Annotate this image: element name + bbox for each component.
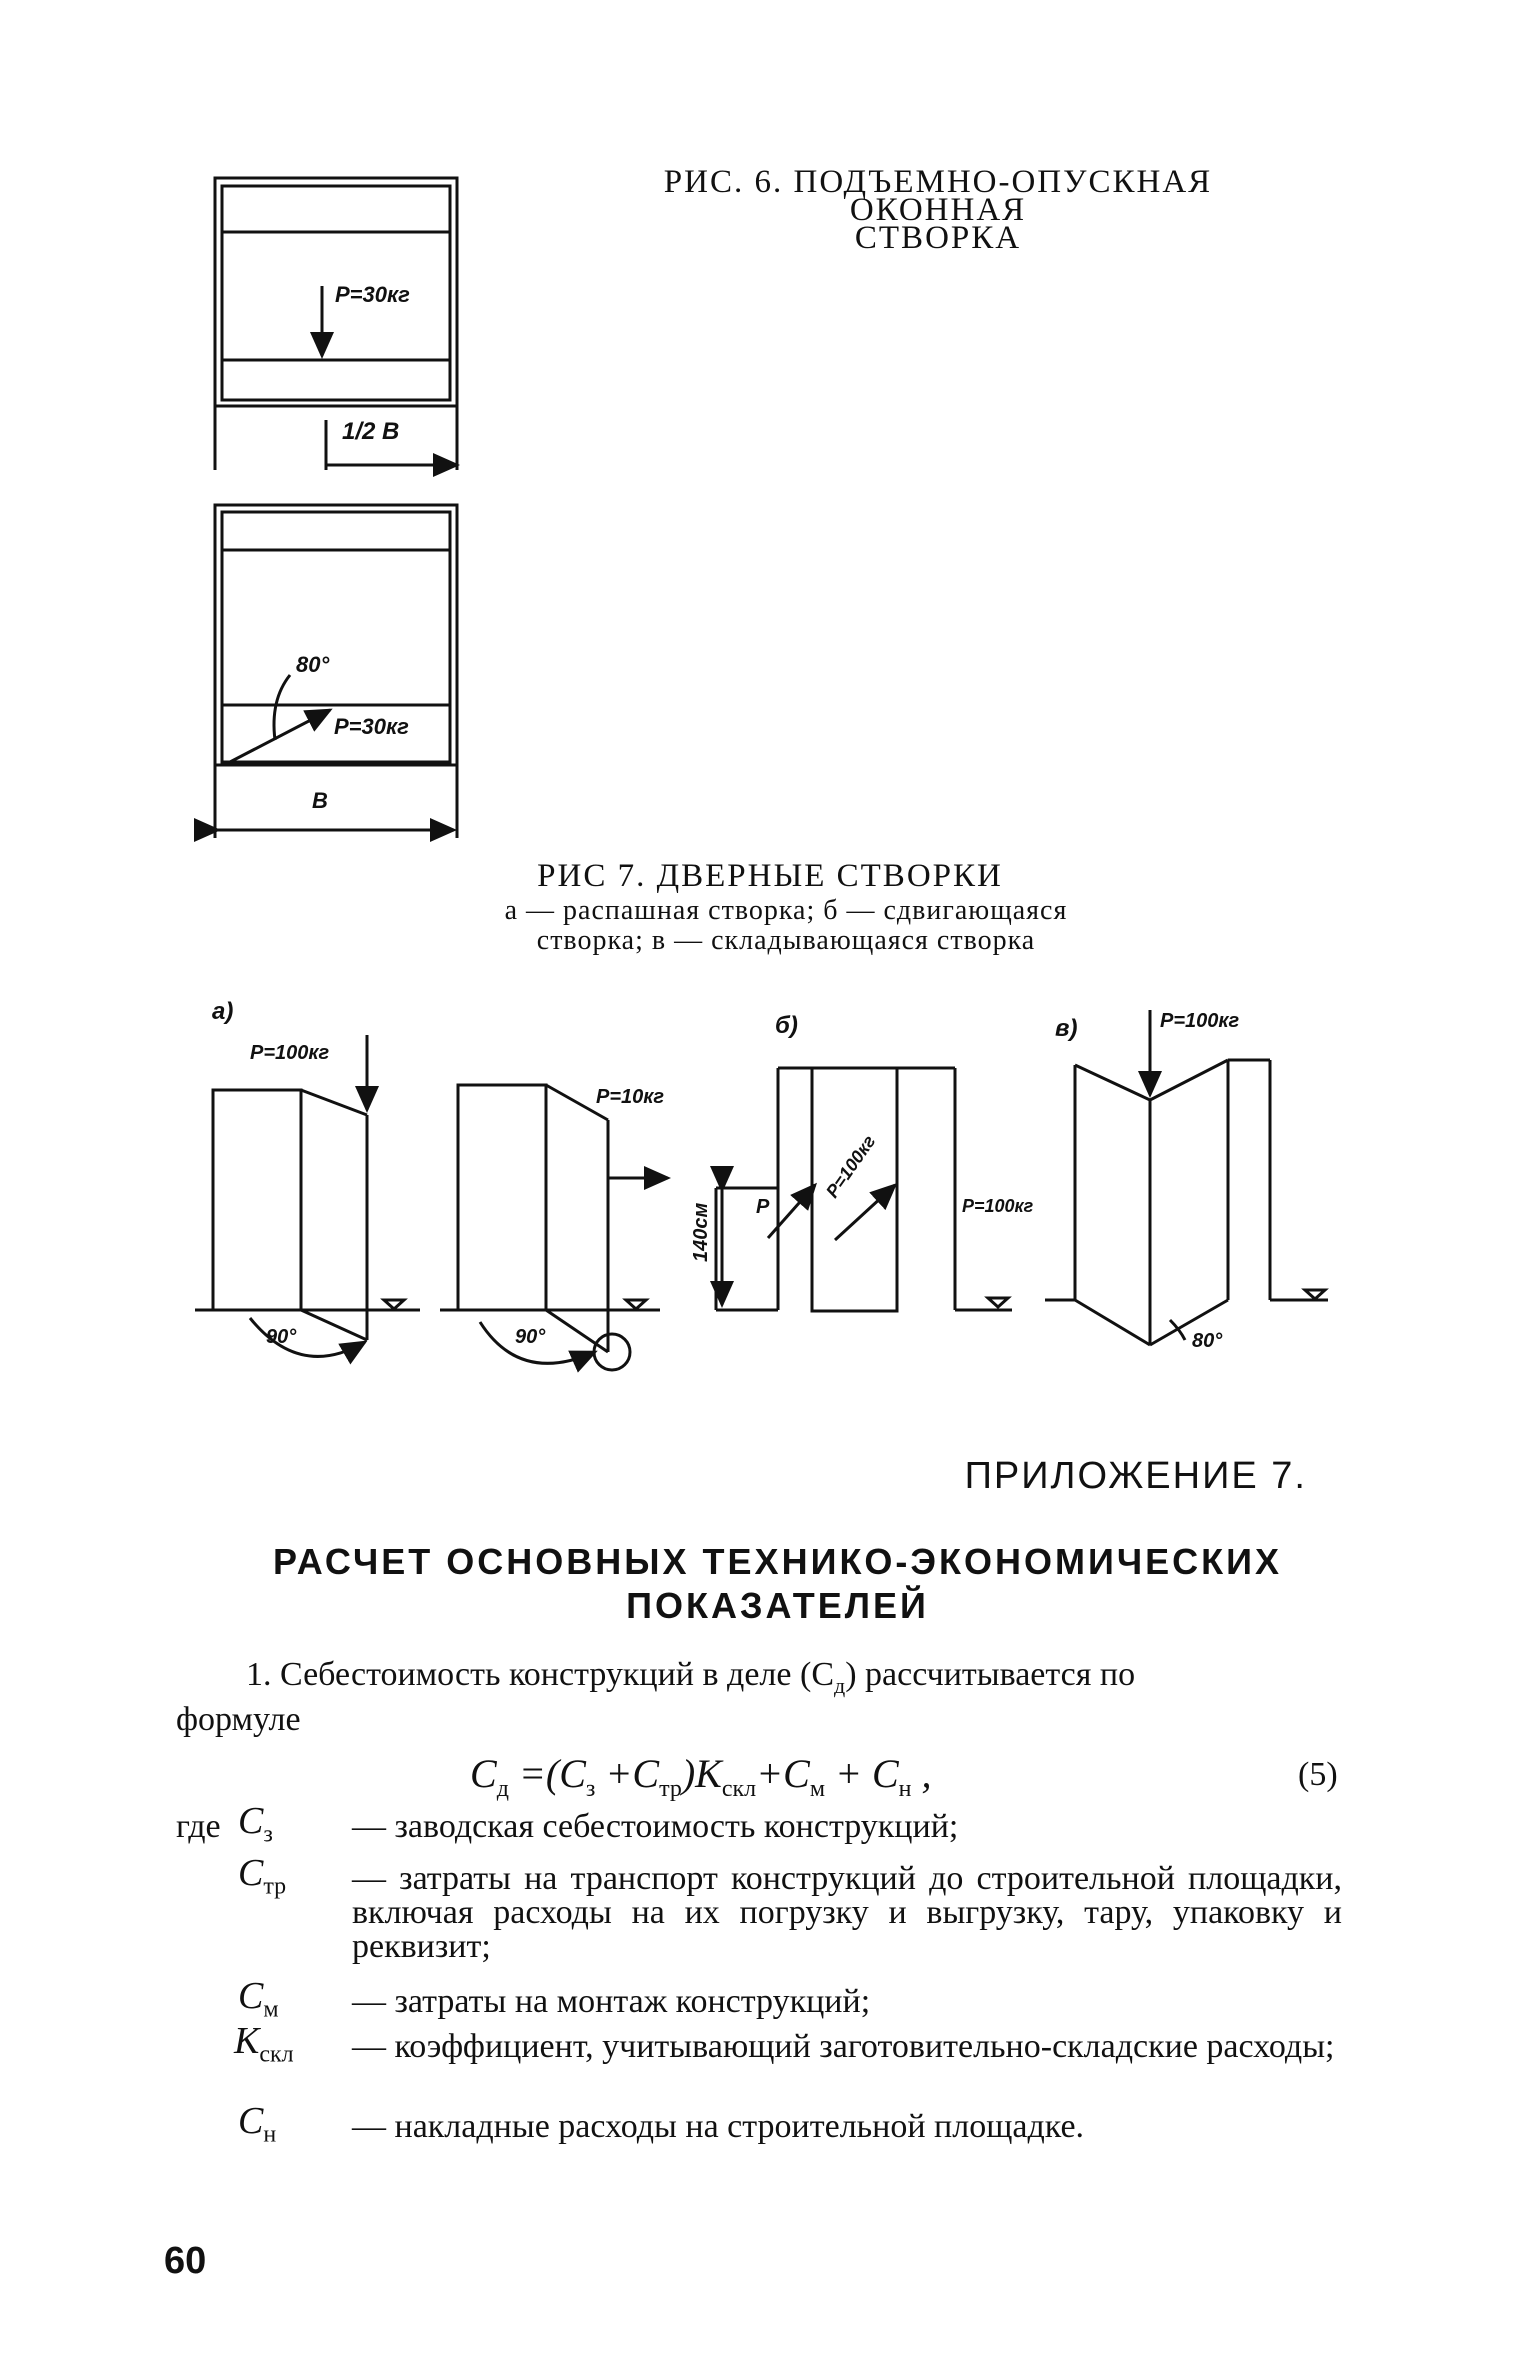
fig7a-load1: P=100кг [250,1042,330,1064]
ground-mark-icon [1305,1290,1325,1299]
fig7b-load-mid: P=100кг [822,1131,880,1202]
fig7-desc-line2: створка; в — складывающаяся створка [536,925,1036,956]
para1-start: 1. Себестоимость конструкций в деле (С [246,1656,834,1693]
formula-lhs-sub: д [496,1776,509,1802]
formula-k: )K [681,1751,722,1796]
ground-mark-icon [988,1298,1008,1307]
para1-sub: д [834,1672,846,1698]
fig7b-load-right: P=100кг [962,1196,1034,1216]
page-number: 60 [164,2240,207,2282]
para1-end: ) рассчитывается по [845,1656,1136,1693]
fig7-caption-title: РИС 7. ДВЕРНЫЕ СТВОРКИ [537,858,1003,894]
fig6-dim-label: 1/2 B [342,418,400,445]
def-text: — накладные расходы на строительной площадке. [352,2108,1085,2145]
fig7a-label: а) [212,998,234,1025]
ground-mark-icon [384,1300,404,1309]
section-title-line2: ПОКАЗАТЕЛЕЙ [626,1585,929,1626]
formula-end: , [911,1751,932,1796]
ground-mark-icon [626,1300,646,1309]
def-sym: C [238,2100,264,2142]
swing-dim-label: B [312,788,328,813]
fig7-caption-desc [376,896,1196,956]
formula-s3-sub: м [809,1776,825,1802]
fig6-window-drawing [215,178,457,470]
def-text: — заводская себестоимость конструкций; [352,1808,959,1845]
formula-s1-sub: з [585,1776,596,1802]
fig7v-load: P=100кг [1160,1010,1240,1032]
fig7b-drawing [716,1068,1012,1311]
swing-angle-label: 80° [296,652,330,677]
formula-plus3: + C [825,1751,899,1796]
formula-s2-sub: тр [659,1776,682,1802]
def-text: — затраты на транспорт конструкций до строительной площадки, включая расходы на их погрузку и выгрузку, тару, упаковку и реквизит; [352,1860,1342,1965]
fig7v-angle: 80° [1192,1330,1223,1352]
definition-row [0,1852,1535,1982]
swing-load-label: P=30кг [334,714,409,739]
definition-row [0,2100,1535,2150]
def-sym: K [234,2020,260,2062]
fig7b-height: 140см [690,1202,712,1262]
def-sub: н [263,2121,277,2148]
def-sym: C [238,1975,264,2017]
formula-number: (5) [1298,1756,1338,1793]
where-label: где [176,1808,221,1845]
def-sym: C [238,1852,264,1894]
formula-plus1: +C [595,1751,660,1796]
formula-5 [470,1750,932,1803]
fig7a-angle2: 90° [515,1326,546,1348]
para1-line2: формуле [176,1700,301,1738]
def-text: — коэффициент, учитывающий заготовительно-складские расходы; [352,2028,1335,2065]
fig7a-right-drawing [440,1085,668,1370]
fig7a-left-drawing [195,1035,420,1356]
definition-row [0,2020,1535,2110]
def-sub: м [263,1996,279,2023]
fig6-load-label: P=30кг [335,282,410,307]
definition-row [0,1800,1535,1850]
fig7v-drawing [1045,1010,1328,1345]
fig7a-load2: P=10кг [596,1086,665,1108]
section-title [240,1540,1315,1628]
formula-lhs: C [470,1751,497,1796]
fig6-caption [578,164,1298,256]
def-sub: тр [263,1873,287,1900]
fig6-caption-line2: СТВОРКА [854,220,1022,256]
paragraph-1 [176,1658,1341,1737]
formula-eq: =(C [508,1751,586,1796]
formula-s4-sub: н [898,1776,912,1802]
fig7-desc-line1: а — распашная створка; б — сдвигающаяся [504,895,1068,926]
def-sub: з [263,1821,273,1848]
fig7b-label: б) [775,1012,798,1039]
fig7v-label: в) [1055,1015,1078,1042]
fig-swing-window-drawing [215,505,457,838]
fig6-caption-line1: РИС. 6. ПОДЪЕМНО-ОПУСКНАЯ ОКОННАЯ [663,164,1213,228]
appendix-label: ПРИЛОЖЕНИЕ 7. [964,1455,1307,1497]
def-sym: C [238,1800,264,1842]
fig7a-angle1: 90° [266,1326,297,1348]
def-text: — затраты на монтаж конструкций; [352,1983,871,2020]
section-title-line1: РАСЧЕТ ОСНОВНЫХ ТЕХНИКО-ЭКОНОМИЧЕСКИХ [272,1541,1283,1582]
formula-k-sub: скл [721,1776,757,1802]
fig7b-load-small: P [756,1196,770,1218]
definition-row [0,1975,1535,2025]
formula-plus2: +C [756,1751,810,1796]
def-sub: скл [259,2041,294,2068]
